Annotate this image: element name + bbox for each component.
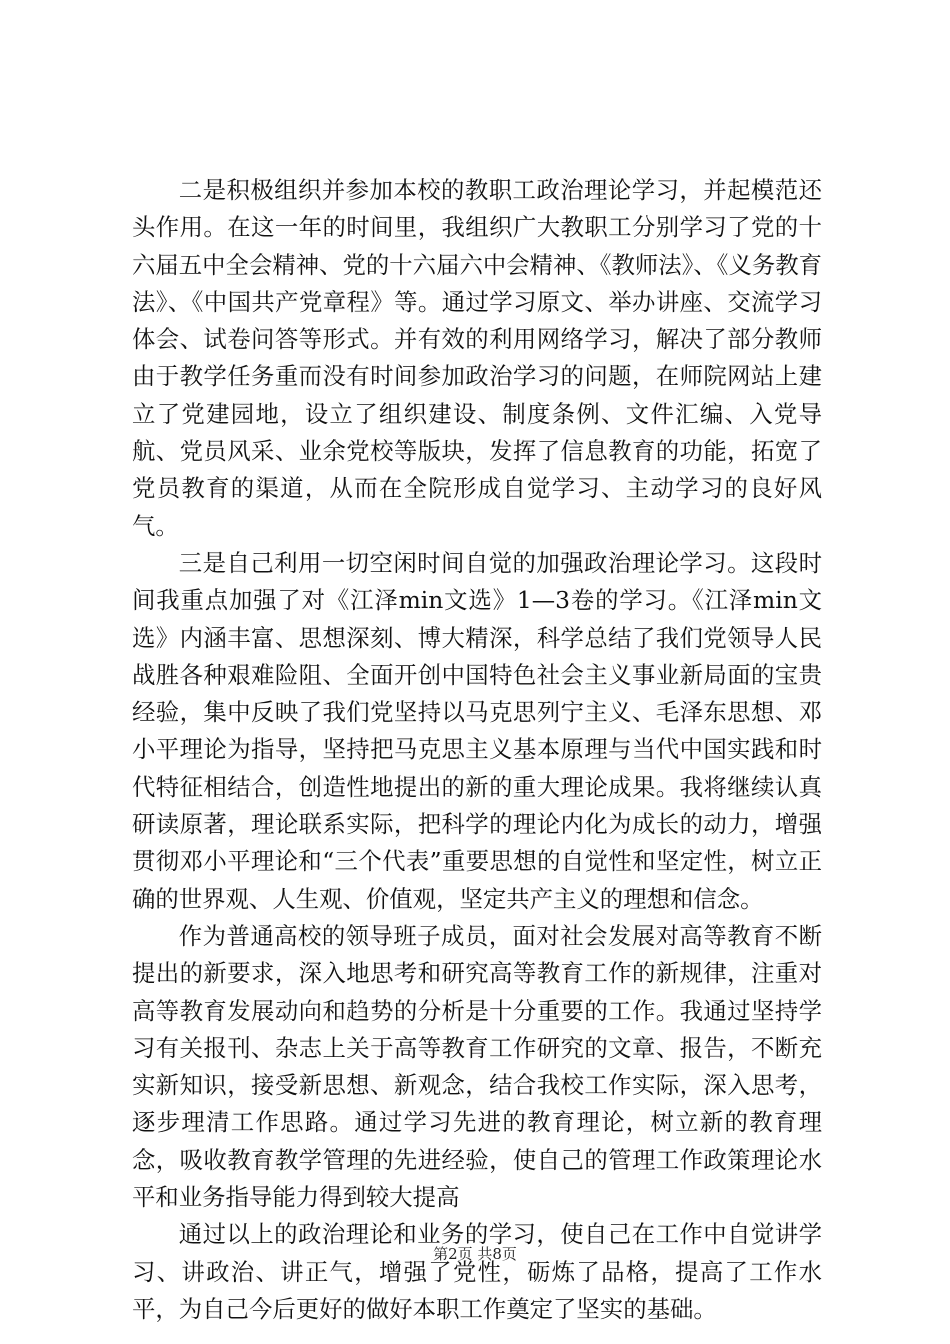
paragraph-conclusion: 通过以上的政治理论和业务的学习，使自己在工作中自觉讲学习、讲政治、讲正气，增强了党性，砺炼了品格，提高了工作水平，为自己今后更好的做好本职工作奠定了坚实的基础。	[132, 1220, 822, 1323]
paragraph-organize-study: 二是积极组织并参加本校的教职工政治理论学习，并起模范还头作用。在这一年的时间里，我组织广大教职工分别学习了党的十六届五中全会精神、党的十六届六中会精神、《教师法》、《义务教育法》、《中国共产党章程》等。通过学习原文、举办讲座、交流学习体会、试卷问答等形式。并有效的利用网络学习，解决了部分教师由于教学任务重而没有时间参加政治学习的问题，在师院网站上建立了党建园地，设立了组织建设、制度条例、文件汇编、入党导航、党员风采、业余党校等版块，发挥了信息教育的功能，拓宽了党员教育的渠道，从而在全院形成自觉学习、主动学习的良好风气。	[132, 176, 823, 540]
document-body	[132, 172, 822, 1328]
paragraph-self-study: 三是自己利用一切空闲时间自觉的加强政治理论学习。这段时间我重点加强了对《江泽min文选》1—3卷的学习。《江泽min文选》内涵丰富、思想深刻、博大精深，科学总结了我们党领导人民战胜各种艰难险阻、全面开创中国特色社会主义事业新局面的宝贵经验，集中反映了我们党坚持以马克思列宁主义、毛泽东思想、邓小平理论为指导，坚持把马克思主义基本原理与当代中国实践和时代特征相结合，创造性地提出的新的重大理论成果。我将继续认真研读原著，理论联系实际，把科学的理论内化为成长的动力，增强贯彻邓小平理论和“三个代表”重要思想的自觉性和坚定性，树立正确的世界观、人生观、价值观，坚定共产主义的理想和信念。	[132, 548, 822, 913]
paragraph-leadership-study: 作为普通高校的领导班子成员，面对社会发展对高等教育不断提出的新要求，深入地思考和研究高等教育工作的新规律，注重对高等教育发展动向和趋势的分析是十分重要的工作。我通过坚持学习有关报刊、杂志上关于高等教育工作研究的文章、报告，不断充实新知识，接受新思想、新观念，结合我校工作实际，深入思考，逐步理清工作思路。通过学习先进的教育理论，树立新的教育理念，吸收教育教学管理的先进经验，使自己的管理工作政策理论水平和业务指导能力得到较大提高	[132, 921, 822, 1212]
page-number-footer: 第2页 共8页	[433, 1245, 517, 1263]
